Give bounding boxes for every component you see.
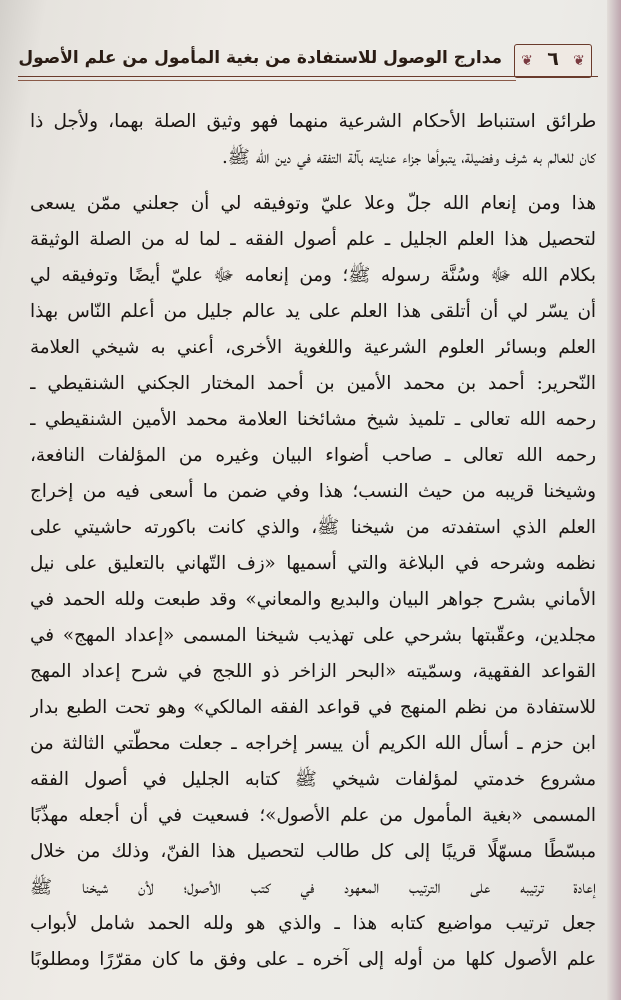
text-line: وشيخنا قريبه من حيث النسب؛ هذا وفي ضمن ما أسعى فيه من إخراج <box>30 481 596 502</box>
text-line: أن يسّر لي أن أتلقى هذا العلم على يد عالم جليل من أعلم النّاس بهذا <box>30 301 596 322</box>
running-header <box>18 40 598 86</box>
text-line: ابن حزم ـ أسأل الله الكريم أن ييسر إخراجه ـ جعلت محطّتي الثالثة من <box>30 733 596 754</box>
text-line: رحمه الله تعالى ـ تلميذ شيخ مشائخنا العلامة محمد الأمين الشنقيطي ـ <box>30 409 596 430</box>
text-line: جعل ترتيب مواضيع كتابه هذا ـ والذي هو ولله الحمد شامل لأبواب <box>30 913 596 934</box>
text-line: طرائق استنباط الأحكام الشرعية منهما فهو وثيق الصلة بهما، ولأجل ذا <box>30 111 596 132</box>
text-line: كان للعالم به شرف وفضيلة، يتبوأها جزاء عنايته بآلة التفقه في دين الله ﷺ. <box>222 147 596 168</box>
text-line: بكلام الله ﷻ وسُنَّة رسوله ﷺ؛ ومن إنعامه ﷻ عليّ أيضًا وتوفيقه لي <box>30 265 596 286</box>
text-line: للاستفادة من نظم المنهج في قواعد الفقه المالكي» وهو تحت الطبع بدار <box>30 697 596 718</box>
text-line: نظمه وشرحه في البلاغة والتي أسميها «زف التّهاني بالتعليق على نيل <box>30 553 596 574</box>
floral-ornament-icon: ❦ <box>573 53 585 69</box>
text-line: العلم الذي استفدته من شيخنا ﷺ، والذي كانت باكورته حاشيتي على <box>30 517 596 538</box>
text-line: العلم وبسائر العلوم الشرعية واللغوية الأخرى، أعني به شيخي العلامة <box>30 337 596 358</box>
page-edge-shadow <box>607 0 621 1000</box>
text-line: مجلدين، وعقّبتها بشرحي على تهذيب شيخنا المسمى «إعداد المهج» في <box>30 625 596 646</box>
floral-ornament-icon: ❦ <box>521 53 533 69</box>
text-line: الأماني بشرح جواهر البيان والبديع والمعاني» وقد طبعت ولله الحمد في <box>30 589 596 610</box>
header-rule-secondary <box>18 80 516 81</box>
text-line: مبسّطًا مسهّلًا قريبًا إلى كل طالب لتحصيل هذا الفنّ، وذلك من خلال <box>30 841 596 862</box>
header-title: مدارج الوصول للاستفادة من بغية المأمول من علم الأصول <box>18 48 502 68</box>
page-number: ٦ <box>547 48 559 70</box>
text-line: لتحصيل هذا العلم الجليل ـ علم أصول الفقه ـ لما له من الصلة الوثيقة <box>30 229 596 250</box>
text-line: علم الأصول كلها من أوله إلى آخره ـ على وفق ما كان مقرّرًا ومطلوبًا <box>30 949 596 970</box>
body-text <box>30 104 596 978</box>
text-line: القواعد الفقهية، وسمّيته «البحر الزاخر ذو اللجج في شرح إعداد المهج <box>30 661 596 682</box>
text-line: المسمى «بغية المأمول من علم الأصول»؛ فسعيت في أن أجعله مهذّبًا <box>30 805 596 826</box>
page-number-box <box>514 44 592 78</box>
text-line: مشروع خدمتي لمؤلفات شيخي ﷺ كتابه الجليل في أصول الفقه <box>30 769 596 790</box>
text-line: هذا ومن إنعام الله جلّ وعلا عليّ وتوفيقه لي أن جعلني ممّن يسعى <box>30 193 596 214</box>
text-line: النّحرير: أحمد بن محمد الأمين بن أحمد المختار الجكني الشنقيطي ـ <box>30 373 596 394</box>
text-line: إعادة ترتيبه على الترتيب المعهود في كتب الأصول؛ لأن شيخنا ﷺ <box>30 877 596 898</box>
header-rule <box>18 76 598 77</box>
text-line: رحمه الله تعالى ـ صاحب أضواء البيان وغيره من المؤلفات النافعة، <box>30 445 596 466</box>
